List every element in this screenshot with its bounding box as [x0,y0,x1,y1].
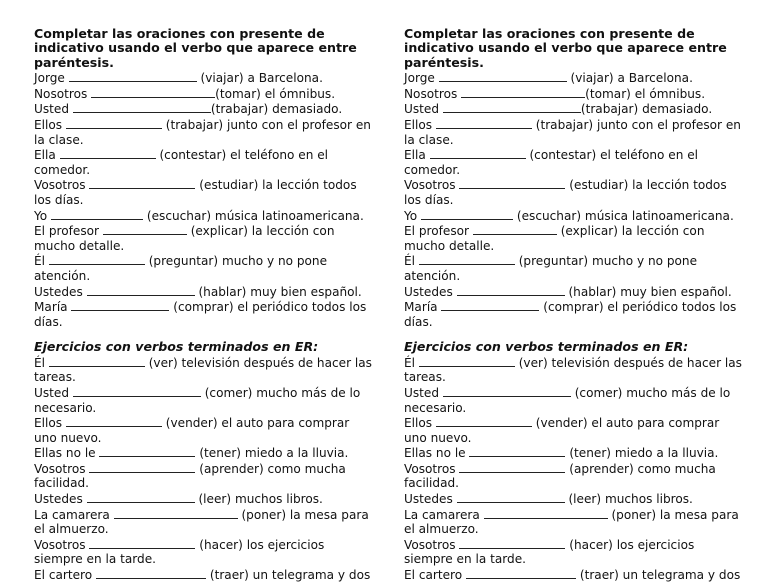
sentence-verb-hint: (hablar) muy bien español. [194,284,362,299]
section-ar-verbs [404,70,744,329]
exercise-sentence [34,537,374,567]
answer-blank[interactable] [114,507,238,519]
sentence-verb-hint: (leer) muchos libros. [194,492,323,507]
sentence-subject: María [404,300,442,315]
exercise-sentence [34,567,374,583]
answer-blank[interactable] [457,284,565,296]
exercise-sentence [404,355,744,385]
answer-blank[interactable] [66,415,162,427]
sentence-verb-hint: (poner) la mesa para el almuerzo. [404,507,739,537]
answer-blank[interactable] [459,461,565,473]
worksheet-column-left [34,27,374,583]
answer-blank[interactable] [60,147,156,159]
section-er-verbs [404,355,744,583]
answer-blank[interactable] [91,86,215,98]
heading-er-verbs: Ejercicios con verbos terminados en ER: [34,339,319,355]
answer-blank[interactable] [51,208,143,220]
sentence-verb-hint: (preguntar) mucho y no pone atención. [34,254,328,283]
sentence-verb-hint: (poner) la mesa para el almuerzo. [34,507,369,537]
sentence-subject: María [34,300,72,315]
sentence-verb-hint: (vender) el auto para comprar uno nuevo. [404,416,720,445]
exercise-sentence [404,491,744,507]
sentence-subject: Ellos [34,118,66,132]
exercise-sentence [34,284,374,300]
answer-blank[interactable] [73,385,201,397]
sentence-subject: Ustedes [34,492,87,507]
sentence-subject: Usted [404,102,443,117]
exercise-sentence [34,491,374,507]
answer-blank[interactable] [421,208,513,220]
exercise-sentence [404,567,744,583]
section-ar-verbs [34,70,374,329]
exercise-sentence [34,299,374,329]
answer-blank[interactable] [466,567,576,579]
sentence-subject: Usted [34,102,73,117]
sentence-subject: Él [404,355,419,370]
answer-blank[interactable] [461,86,585,98]
sentence-verb-hint: (ver) televisión después de hacer las tareas. [34,355,372,385]
sentence-verb-hint: (estudiar) la lección todos los días. [34,178,357,207]
answer-blank[interactable] [73,101,211,113]
answer-blank[interactable] [430,147,526,159]
sentence-subject: Usted [34,385,73,400]
answer-blank[interactable] [87,491,195,503]
sentence-verb-hint: (trabajar) demasiado. [580,102,713,117]
answer-blank[interactable] [419,355,515,367]
sentence-verb-hint: (viajar) a Barcelona. [566,71,693,86]
section-er-verbs [34,355,374,583]
exercise-sentence [404,537,744,567]
exercise-sentence [34,253,374,283]
sentence-verb-hint: (tomar) el ómnibus. [215,86,336,101]
exercise-sentence [404,415,744,445]
exercise-sentence [404,86,744,102]
exercise-sentence [34,415,374,445]
exercise-sentence [404,147,744,177]
exercise-sentence [404,507,744,537]
answer-blank[interactable] [436,117,532,129]
sentence-subject: El profesor [404,224,473,239]
sentence-subject: Ustedes [404,284,457,299]
answer-blank[interactable] [436,415,532,427]
answer-blank[interactable] [473,223,557,235]
sentence-subject: Jorge [34,71,69,86]
answer-blank[interactable] [89,537,195,549]
sentence-subject: Vosotros [34,537,90,552]
sentence-subject: Él [404,254,419,269]
sentence-verb-hint: (estudiar) la lección todos los días. [404,178,727,207]
exercise-sentence [34,86,374,102]
exercise-sentence [34,117,374,147]
answer-blank[interactable] [96,567,206,579]
sentence-verb-hint: (trabajar) demasiado. [210,102,343,117]
sentence-subject: Vosotros [34,178,90,193]
sentence-verb-hint: (aprender) como mucha facilidad. [404,461,716,491]
answer-blank[interactable] [443,101,581,113]
sentence-verb-hint: (contestar) el teléfono en el comedor. [404,148,699,177]
sentence-verb-hint: (traer) un telegrama y dos [206,568,371,583]
sentence-verb-hint: (hacer) los ejercicios siempre en la tarde. [34,537,325,567]
sentence-verb-hint: (explicar) la lección con mucho detalle. [34,224,335,253]
sentence-verb-hint: (comprar) el periódico todos los días. [34,300,367,329]
answer-blank[interactable] [459,177,565,189]
sentence-subject: El profesor [34,224,103,239]
sentence-subject: Ella [34,148,60,163]
sentence-verb-hint: (contestar) el teléfono en el comedor. [34,148,329,177]
sentence-verb-hint: (comer) mucho más de lo necesario. [404,385,731,415]
exercise-sentence [34,507,374,537]
exercise-sentence [404,117,744,147]
exercise-sentence [404,223,744,253]
sentence-subject: Vosotros [34,461,90,476]
exercise-sentence [404,70,744,86]
answer-blank[interactable] [99,445,195,457]
sentence-subject: Yo [404,208,422,223]
sentence-subject: Vosotros [404,178,460,193]
answer-blank[interactable] [439,70,567,82]
sentence-verb-hint: (trabajar) junto con el profesor en la clase. [34,118,371,147]
exercise-sentence [404,385,744,415]
answer-blank[interactable] [49,253,145,265]
sentence-subject: Yo [34,208,52,223]
exercise-sentence [404,101,744,117]
sentence-subject: Ellos [404,416,436,431]
answer-blank[interactable] [469,445,565,457]
exercise-sentence [34,70,374,86]
exercise-sentence [404,284,744,300]
exercise-sentence [34,461,374,491]
sentence-verb-hint: (preguntar) mucho y no pone atención. [404,254,698,283]
sentence-subject: Él [34,355,49,370]
sentence-subject: Él [34,254,49,269]
heading-present-indicative: Completar las oraciones con presente de indicativo usando el verbo que aparece entre paréntesis. [34,26,357,70]
exercise-sentence [404,299,744,329]
sentence-verb-hint: (escuchar) música latinoamericana. [513,208,734,223]
answer-blank[interactable] [66,117,162,129]
sentence-subject: Ellas no le [34,446,100,461]
answer-blank[interactable] [87,284,195,296]
sentence-subject: El cartero [34,568,97,583]
sentence-verb-hint: (viajar) a Barcelona. [196,71,323,86]
sentence-verb-hint: (trabajar) junto con el profesor en la clase. [404,118,741,147]
exercise-sentence [34,385,374,415]
exercise-sentence [404,208,744,224]
exercise-sentence [404,461,744,491]
heading-er-verbs: Ejercicios con verbos terminados en ER: [404,339,689,355]
sentence-subject: Nosotros [404,86,462,101]
worksheet-column-right [404,27,744,583]
sentence-verb-hint: (vender) el auto para comprar uno nuevo. [34,416,350,445]
sentence-verb-hint: (comer) mucho más de lo necesario. [34,385,361,415]
answer-blank[interactable] [89,177,195,189]
exercise-sentence [34,208,374,224]
exercise-sentence [34,101,374,117]
answer-blank[interactable] [443,385,571,397]
exercise-sentence [404,177,744,207]
sentence-subject: Vosotros [404,537,460,552]
sentence-subject: Ellos [34,416,66,431]
sentence-verb-hint: (ver) televisión después de hacer las tareas. [404,355,742,385]
sentence-subject: Ustedes [404,492,457,507]
sentence-subject: Usted [404,385,443,400]
sentence-verb-hint: (hacer) los ejercicios siempre en la tarde. [404,537,695,567]
answer-blank[interactable] [89,461,195,473]
answer-blank[interactable] [49,355,145,367]
sentence-verb-hint: (comprar) el periódico todos los días. [404,300,737,329]
sentence-subject: Jorge [404,71,439,86]
sentence-subject: La camarera [34,507,114,522]
sentence-subject: Ellas no le [404,446,470,461]
sentence-verb-hint: (tomar) el ómnibus. [585,86,706,101]
exercise-sentence [34,177,374,207]
exercise-sentence [34,445,374,461]
exercise-sentence [404,445,744,461]
answer-blank[interactable] [441,299,539,311]
answer-blank[interactable] [103,223,187,235]
sentence-subject: Ella [404,148,430,163]
exercise-sentence [404,253,744,283]
answer-blank[interactable] [457,491,565,503]
sentence-verb-hint: (escuchar) música latinoamericana. [143,208,364,223]
answer-blank[interactable] [459,537,565,549]
sentence-verb-hint: (leer) muchos libros. [564,492,693,507]
sentence-subject: Nosotros [34,86,92,101]
sentence-verb-hint: (explicar) la lección con mucho detalle. [404,224,705,253]
sentence-verb-hint: (tener) miedo a la lluvia. [195,446,349,461]
sentence-verb-hint: (aprender) como mucha facilidad. [34,461,346,491]
sentence-subject: Ellos [404,118,436,132]
sentence-verb-hint: (hablar) muy bien español. [564,284,732,299]
answer-blank[interactable] [69,70,197,82]
sentence-verb-hint: (tener) miedo a la lluvia. [565,446,719,461]
sentence-subject: Vosotros [404,461,460,476]
exercise-sentence [34,223,374,253]
sentence-subject: El cartero [404,568,467,583]
answer-blank[interactable] [484,507,608,519]
sentence-subject: La camarera [404,507,484,522]
answer-blank[interactable] [419,253,515,265]
answer-blank[interactable] [71,299,169,311]
exercise-sentence [34,147,374,177]
exercise-sentence [34,355,374,385]
heading-present-indicative: Completar las oraciones con presente de indicativo usando el verbo que aparece entre paréntesis. [404,26,727,70]
sentence-subject: Ustedes [34,284,87,299]
sentence-verb-hint: (traer) un telegrama y dos [576,568,741,583]
